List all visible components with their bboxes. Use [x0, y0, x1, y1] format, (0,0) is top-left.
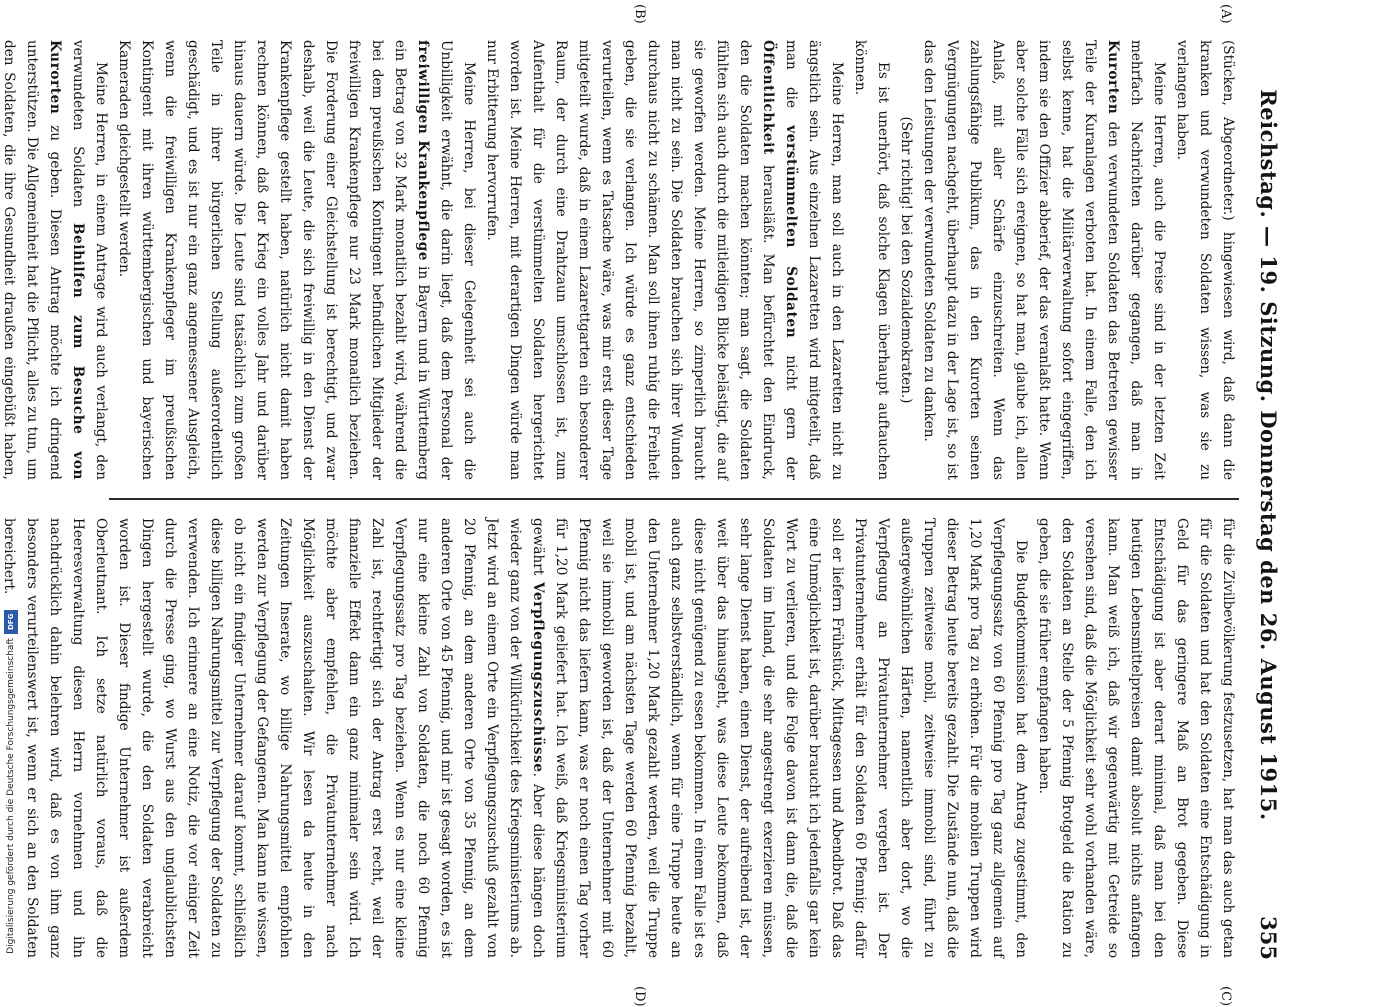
- text-run: hingewiesen wird, daß dann die kranken und verwundeten Soldaten wissen, was sie zu verlangen haben.: [1174, 40, 1236, 480]
- text-run: Aber diese hängen doch wieder ganz von der Willkürlichkeit des Kriegsministeriums ab. Jetzt wird an einem Orte ein Verpflegungszuschuß gezahlt von 20 Pfennig, an dem anderen Orte von 35 Pfennig, an dem anderen Orte von 45 Pfennig, und mir ist gesagt worden, es ist nur eine kleine Zahl von Soldaten, die noch 60 Pfennig Verpflegungssatz pro Tag beziehen. Wenn es nur eine kleine Zahl ist, rechtfertigt sich der Antrag erst recht, weil der finanzielle Effekt dann ein ganz minimaler sein wird. Ich möchte aber empfehlen, die Privatunternehmer nach Möglichkeit auszuschalten. Wir lesen da heute in den Zeitungen Inserate, wo billige Nahrungsmittel empfohlen werden zur Verpflegung der Gefangenen. Man kann nie wissen, ob nicht ein findiger Unternehmer darauf kommt, schließlich diese billigen Nahrungsmittel zur Verpflegung der Soldaten zu verwenden. Ich erinnere an eine Notiz, die vor einiger Zeit durch die Presse ging, wo Wurst aus den unglaublichsten Dingen hergestellt wurde, die den Soldaten verabreicht worden ist. Dieser findige Unternehmer ist außerdem Oberleutnant. Ich setze natürlich voraus, daß die Heeresverwaltung diesen Herrn vornehmen und ihn nachdrücklich dahin belehren wird, daß es von ihm ganz besonders verurteilenswert ist, wenn er sich an den Soldaten bereichert.: [1, 518, 546, 958]
- text-run: Meine Herren, bei dieser Gelegenheit sei auch die Unbilligkeit erwähnt, die darin liegt, daß dem Personal der: [438, 40, 477, 480]
- paragraph: Die Budgetkommission hat dem Antrag zugestimmt, den Verpflegungssatz von 60 Pfennig pro Tag ganz allgemein auf 1,20 Mark pro Tag zu erhöhen. Für die mobilen Truppen wird dieser Betrag heute bereits gezahlt. Die Zustände nun, daß die Truppen zeitweise mobil, zeitweise immobil sind, führt zu außergewöhnlichen Härten, namentlich aber dort, wo die Verpflegung an Privatunternehmer vergeben ist. Der Privatunternehmer erhält für den Soldaten 60 Pfennig; dafür soll er liefern Frühstück, Mittagessen und Abendbrot. Daß das eine Unmöglichkeit ist, darüber braucht ich jedenfalls gar kein Wort zu verlieren, und die Folge davon ist dann die, daß die Soldaten im Inland, die sehr angestrengt exerzieren müssen, sehr lange Dienst haben, einen Dienst, der aufreibend ist, der weit über das hinausgeht, was diese Leute bekommen, daß diese nicht genügend zu essen bekommen. In einem Falle ist es auch ganz selbstverständlich, wenn für eine Truppe heute an den Unternehmer 1,20 Mark gezahlt werden, weil die Truppe mobil ist, und am nächsten Tage werden 60 Pfennig bezahlt, weil sie immobil geworden ist, daß der Unternehmer mit 60 Pfennig nicht das liefern kann, was er noch einen Tag vorher für 1,20 Mark geliefert hat. Ich weiß, daß Kriegsministerium gewährt Verpflegungszuschüsse. Aber diese hängen doch wieder ganz von der Willkürlichkeit des Kriegsministeriums ab. Jetzt wird an einem Orte ein Verpflegungszuschuß gezahlt von 20 Pfennig, an dem anderen Orte von 35 Pfennig, an dem anderen Orte von 45 Pfennig, und mir ist gesagt worden, es ist nur eine kleine Zahl von Soldaten, die noch 60 Pfennig Verpflegungssatz pro Tag beziehen. Wenn es nur eine kleine Zahl ist, rechtfertigt sich der Antrag erst recht, weil der finanzielle Effekt dann ein ganz minimaler sein wird. Ich möchte aber empfehlen, die Privatunternehmer nach Möglichkeit auszuschalten. Wir lesen da heute in den Zeitungen Inserate, wo billige Nahrungsmittel empfohlen werden zur Verpflegung der Gefangenen. Man kann nie wissen, ob nicht ein findiger Unternehmer darauf kommt, schließlich diese billigen Nahrungsmittel zur Verpflegung der Soldaten zu verwenden. Ich erinnere an eine Notiz, die vor einiger Zeit durch die Presse ging, wo Wurst aus den unglaublichsten Dingen hergestellt wurde, die den Soldaten verabreicht worden ist. Dieser findige Unternehmer ist außerdem Oberleutnant. Ich setze natürlich voraus, daß die Heeresverwaltung diesen Herrn vornehmen und ihn nachdrücklich dahin belehren wird, daß es von ihm ganz besonders verurteilenswert ist, wenn er sich an den Soldaten bereichert.: [1, 518, 1029, 958]
- imprint-text: Digitalisierung gefördert durch die Deutsche Forschungsgemeinschaft: [6, 638, 16, 954]
- keyword: Verpflegungszuschüsse: [530, 582, 546, 773]
- margin-marker-b: (B): [632, 4, 647, 24]
- speaker-label: (Stücken, Abgeordneter.): [1220, 40, 1236, 221]
- text-run: den verwundeten Soldaten das Betreten gewisser Teile der Kuranlagen verboten hat. In einem Falle, den ich selbst kenne, hat die Militärverwaltung sofort eingegriffen, indem sie den Offizier abberief, der das veranlaßt hatte. Wenn aber solche Fälle sich ereignen, so hat man, glaube ich, allen Anlaß, mit aller Schärfe einzuschreiten. Wenn das zahlungsfähige Publikum, das in den Kurorten seinen Vergnügungen nachgeht, überhaupt dazu in der Lage ist, so ist das den Leistungen der verwundeten Soldaten zu danken.: [921, 40, 1121, 480]
- text-run: Meine Herren, man soll auch in den Lazaretten nicht zu ängstlich sein. Aus einzelnen Lazaretten wird mitgeteilt, daß man die: [783, 40, 845, 480]
- text-run: herausläßt. Man befürchtet den Eindruck, den die Soldaten machen könnten; man sagt, die Soldaten fühlten sich auch durch die mitleidigen Blicke belästigt, die auf sie geworfen werden. Meine Herren, so zimperlich braucht man nicht zu sein. Die Soldaten brauchen sich ihrer Wunden durchaus nicht zu schämen. Man soll ihnen ruhig die Freiheit geben, die sie verlangen. Ich würde es ganz entschieden verurteilen, wenn es Tatsache wäre, was mir erst dieser Tage mitgeteilt wurde, daß in einem Lazarettgarten ein besonderer Raum, der durch eine Drahtzaun umschlossen ist, zum Aufenthalt für die verstümmelten Soldaten hergerichtet worden ist. Meine Herren, mit derartigen Dingen würde man nur Erbitterung hervorrufen.: [484, 40, 776, 480]
- text-run: Die Budgetkommission hat dem Antrag zugestimmt, den Verpflegungssatz von 60 Pfennig pro Tag ganz allgemein auf 1,20 Mark pro Tag zu erhöhen. Für die mobilen Truppen wird dieser Betrag heute bereits gezahlt. Die Zustände nun, daß die Truppen zeitweise mobil, zeitweise immobil sind, führt zu außergewöhnlichen Härten, namentlich aber dort, wo die Verpflegung an Privatunternehmer vergeben ist. Der Privatunternehmer erhält für den Soldaten 60 Pfennig; dafür soll er liefern Frühstück, Mittagessen und Abendbrot. Daß das eine Unmöglichkeit ist, darüber braucht ich jedenfalls gar kein Wort zu verlieren, und die Folge davon ist dann die, daß die Soldaten im Inland, die sehr angestrengt exerzieren müssen, sehr lange Dienst haben, einen Dienst, der aufreibend ist, der weit über das hinausgeht, was diese Leute bekommen, daß diese nicht genügend zu essen bekommen. In einem Falle ist es auch ganz selbstverständlich, wenn für eine Truppe heute an den Unternehmer 1,20 Mark gezahlt werden, weil die Truppe mobil ist, und am nächsten Tage werden 60 Pfennig bezahlt, weil sie immobil geworden ist, daß der Unternehmer mit 60 Pfennig nicht das liefern kann, was er noch einen Tag vorher für 1,20 Mark geliefert hat. Ich weiß, daß Kriegsministerium gewährt: [530, 518, 1029, 958]
- dfg-logo: DFG: [4, 610, 18, 634]
- text-run: Meine Herren, in einem Antrage wird auch verlangt, den verwundeten Soldaten: [70, 40, 109, 480]
- margin-marker-d: (D): [632, 986, 647, 1007]
- text-run: nicht gern der: [783, 355, 799, 481]
- page-number: 355: [1256, 916, 1281, 960]
- keyword: Kurorten: [1105, 40, 1121, 115]
- paragraph: [112, 40, 480, 480]
- text-run: in Bayern und in Württemberg ein Betrag von 32 Mark monatlich bezahlt wird, während die bei dem preußischen Kontingent befindlichen Mitglieder der freiwilligen Krankenpflege nur 23 Mark monatlich beziehen. Die Forderung einer Gleichstellung ist berechtigt, und zwar deshalb, weil die Leute, die sich freiwillig in den Dienst der Krankenpflege gestellt haben, natürlich nicht damit haben rechnen können, daß der Krieg ein volles Jahr und darüber hinaus dauern würde. Die Leute sind tatsächlich zum großen Teile in ihrer bürgerlichen Stellung außerordentlich geschädigt, und es ist nur ein ganz angemessener Ausgleich, wenn die freiwilligen Krankenpfleger im preußischen Kontingent mit ihren württembergischen und bayerischen Kameraden gleichgestellt werden.: [116, 40, 431, 480]
- keyword: Öffentlichkeit: [760, 40, 776, 155]
- paragraph: [1170, 40, 1239, 480]
- keyword: Beihilfen zum Besuche von Kurorten: [47, 40, 86, 480]
- paragraph: für die Zivilbevölkerung festzusetzen, hat man das auch getan für die Soldaten und hat den Soldaten eine Entschädigung in Geld für das geringere Maß an Brot gegeben. Diese Entschädigung ist aber derart minimal, daß man bei den heutigen Lebensmittelpreisen damit absolut nichts anfangen kann. Man weiß ich, daß wir gegenwärtig mit Getreide so versehen sind, daß die Möglichkeit sehr wohl vorhanden wäre, den Soldaten an Stelle der 5 Pfennig Brotgeld die Ration zu geben, die sie früher empfangen haben.: [1036, 518, 1236, 958]
- page-header: [1243, 20, 1287, 980]
- keyword: verstümmelten Soldaten: [783, 125, 799, 339]
- margin-marker-a: (A): [1218, 4, 1233, 24]
- paragraph: [0, 40, 112, 480]
- interjection: (Sehr richtig! bei den Sozialdemokraten.): [898, 116, 914, 404]
- left-text-column: [1, 40, 1239, 481]
- paragraph: [480, 40, 848, 480]
- text-run: Meine Herren, auch die Preise sind in der letzten Zeit mehrfach Nachrichten darüber gegangen, daß man in: [1128, 40, 1167, 480]
- keyword: freiwilligen Krankenpflege: [415, 40, 431, 262]
- paragraph: Es ist unerhört, daß solche Klagen überhaupt auftauchen können.: [852, 40, 891, 480]
- paragraph: [917, 40, 1170, 480]
- running-title: Reichstag. — 19. Sitzung. Donnerstag den 26. August 1915.: [1256, 89, 1281, 821]
- text-run: zu geben. Diesen Antrag möchte ich dringend unterstützen. Die Allgemeinheit hat die Pflicht, alles zu tun, um den Soldaten, die ihre Gesundheit draußen eingebüßt haben,: [1, 40, 63, 480]
- column-divider: [109, 498, 1239, 500]
- margin-marker-c: (C): [1218, 986, 1233, 1007]
